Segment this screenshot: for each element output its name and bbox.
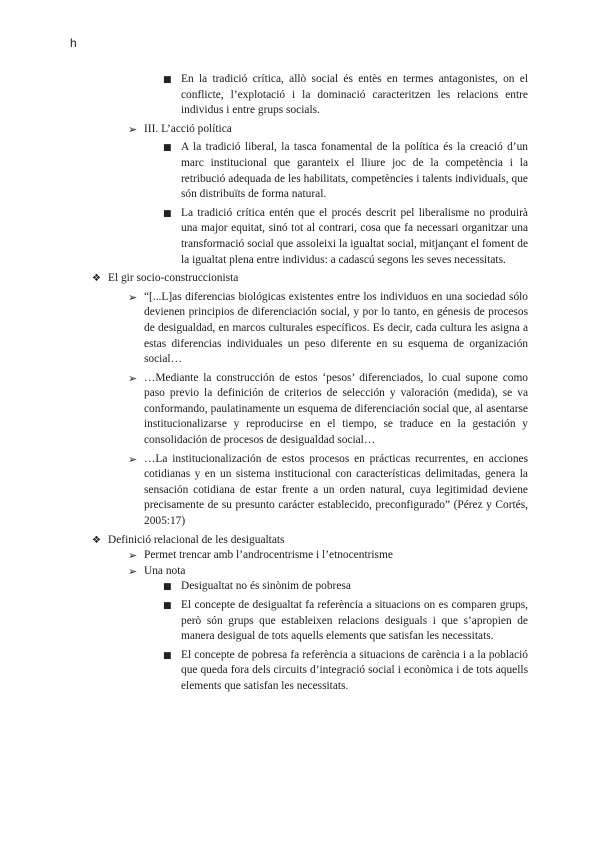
item-trencar-androcentrisme: Permet trencar amb l’androcentrisme i l’etnocentrisme — [144, 549, 393, 562]
note-concepte-desigualtat: El concepte de desigualtat fa referència a situacions on es comparen grups, però són grups que estableixen relacions desiguals i que s’apropien de manera desigual de tots aquells elements que satisfan les necessitats. — [181, 599, 528, 643]
list-item — [0, 452, 600, 530]
heading-accio-politica: III. L’acció política — [144, 122, 232, 135]
note-concepte-pobresa: El concepte de pobresa fa referència a situacions de carència i a la població que queda fora dels circuits d’integració social i econòmica i de tots aquells elements que satisfan les necessitats. — [181, 648, 528, 692]
list-item — [0, 371, 600, 449]
heading-gir-socio-construccionista: El gir socio-construccionista — [108, 272, 239, 285]
square-bullet-icon: ■ — [163, 650, 172, 661]
arrow-bullet-icon: ➢ — [128, 564, 138, 578]
list-item — [0, 290, 600, 368]
quote-part-3: …La institucionalización de estos procesos en prácticas recurrentes, en acciones cotidianas y en un sistema institucional con características delimitadas, genera la sensación cotidiana de estar frente a un orden natural, cuya legitimidad deviene precisamente de su presunto carácter establecido, preconfigurado” (Pérez y Cortés, 2005:17) — [144, 452, 528, 528]
arrow-bullet-icon: ➢ — [128, 549, 138, 563]
paragraph-tradicio-liberal: A la tradició liberal, la tasca fonamental de la política és la creació d’un marc institucional que garanteix el lliure joc de la competència i la retribució adequada de les habilitats, competències i talents individuals, que són distribuïts de forma natural. — [181, 141, 528, 201]
arrow-bullet-icon: ➢ — [128, 290, 138, 304]
arrow-bullet-icon: ➢ — [128, 122, 138, 136]
quote-part-1: “[...L]as diferencias biológicas existentes entre los individuos en una sociedad sólo devienen principios de diferenciación social, y por lo tanto, en génesis de procesos de desigualdad, en marcos culturales específicos. Es decir, cada cultura les asigna a estas diferencias individuales un peso diferente en su esquema de organización social… — [144, 290, 528, 366]
square-bullet-icon: ■ — [163, 143, 172, 154]
square-bullet-icon: ■ — [163, 601, 172, 611]
square-bullet-icon: ■ — [163, 75, 172, 85]
paragraph-tradicio-critica-proces: La tradició crítica entén que el procés descrit pel liberalisme no produirà una major equitat, sinó tot al contrari, cosa que fa necessari organitzar una transformació social que assoleixi la igualtat social, mitjançant el foment de la igualtat plena entre individus: a cadascú segons les seves necessitats. — [181, 206, 528, 266]
document-body — [0, 72, 600, 695]
list-item — [0, 564, 600, 580]
note-desigualtat-pobresa: Desigualtat no és sinònim de pobresa — [181, 580, 351, 593]
list-item — [0, 271, 600, 287]
list-item — [0, 122, 600, 138]
square-bullet-icon: ■ — [163, 582, 172, 593]
list-item — [0, 72, 600, 119]
arrow-bullet-icon: ➢ — [128, 452, 138, 466]
list-item — [0, 533, 600, 549]
diamond-bullet-icon: ❖ — [92, 273, 101, 285]
heading-definicio-relacional: Definició relacional de les desigualtats — [108, 533, 285, 546]
arrow-bullet-icon: ➢ — [128, 371, 138, 385]
list-item — [0, 548, 600, 564]
item-una-nota: Una nota — [144, 564, 186, 577]
list-item — [0, 598, 600, 645]
list-item — [0, 206, 600, 268]
header-mark: h — [70, 36, 77, 50]
square-bullet-icon: ■ — [163, 208, 172, 219]
diamond-bullet-icon: ❖ — [92, 534, 101, 546]
list-item — [0, 140, 600, 202]
list-item — [0, 648, 600, 695]
list-item — [0, 579, 600, 595]
quote-part-2: …Mediante la construcción de estos ‘pesos’ diferenciados, lo cual supone como paso previo la definición de criterios de selección y valoración (medida), se va conformando, paulatinamente un esquema de diferenciación social que, al asentarse institucionalizarse y reproducirse en el tiempo, se traduce en la gestación y consolidación de procesos de desigualdad social… — [144, 371, 528, 447]
paragraph-tradicio-critica-social: En la tradició crítica, allò social és entès en termes antagonistes, on el conflicte, l’explotació i la dominació caracteritzen les relacions entre individus i entre grups socials. — [181, 73, 528, 117]
